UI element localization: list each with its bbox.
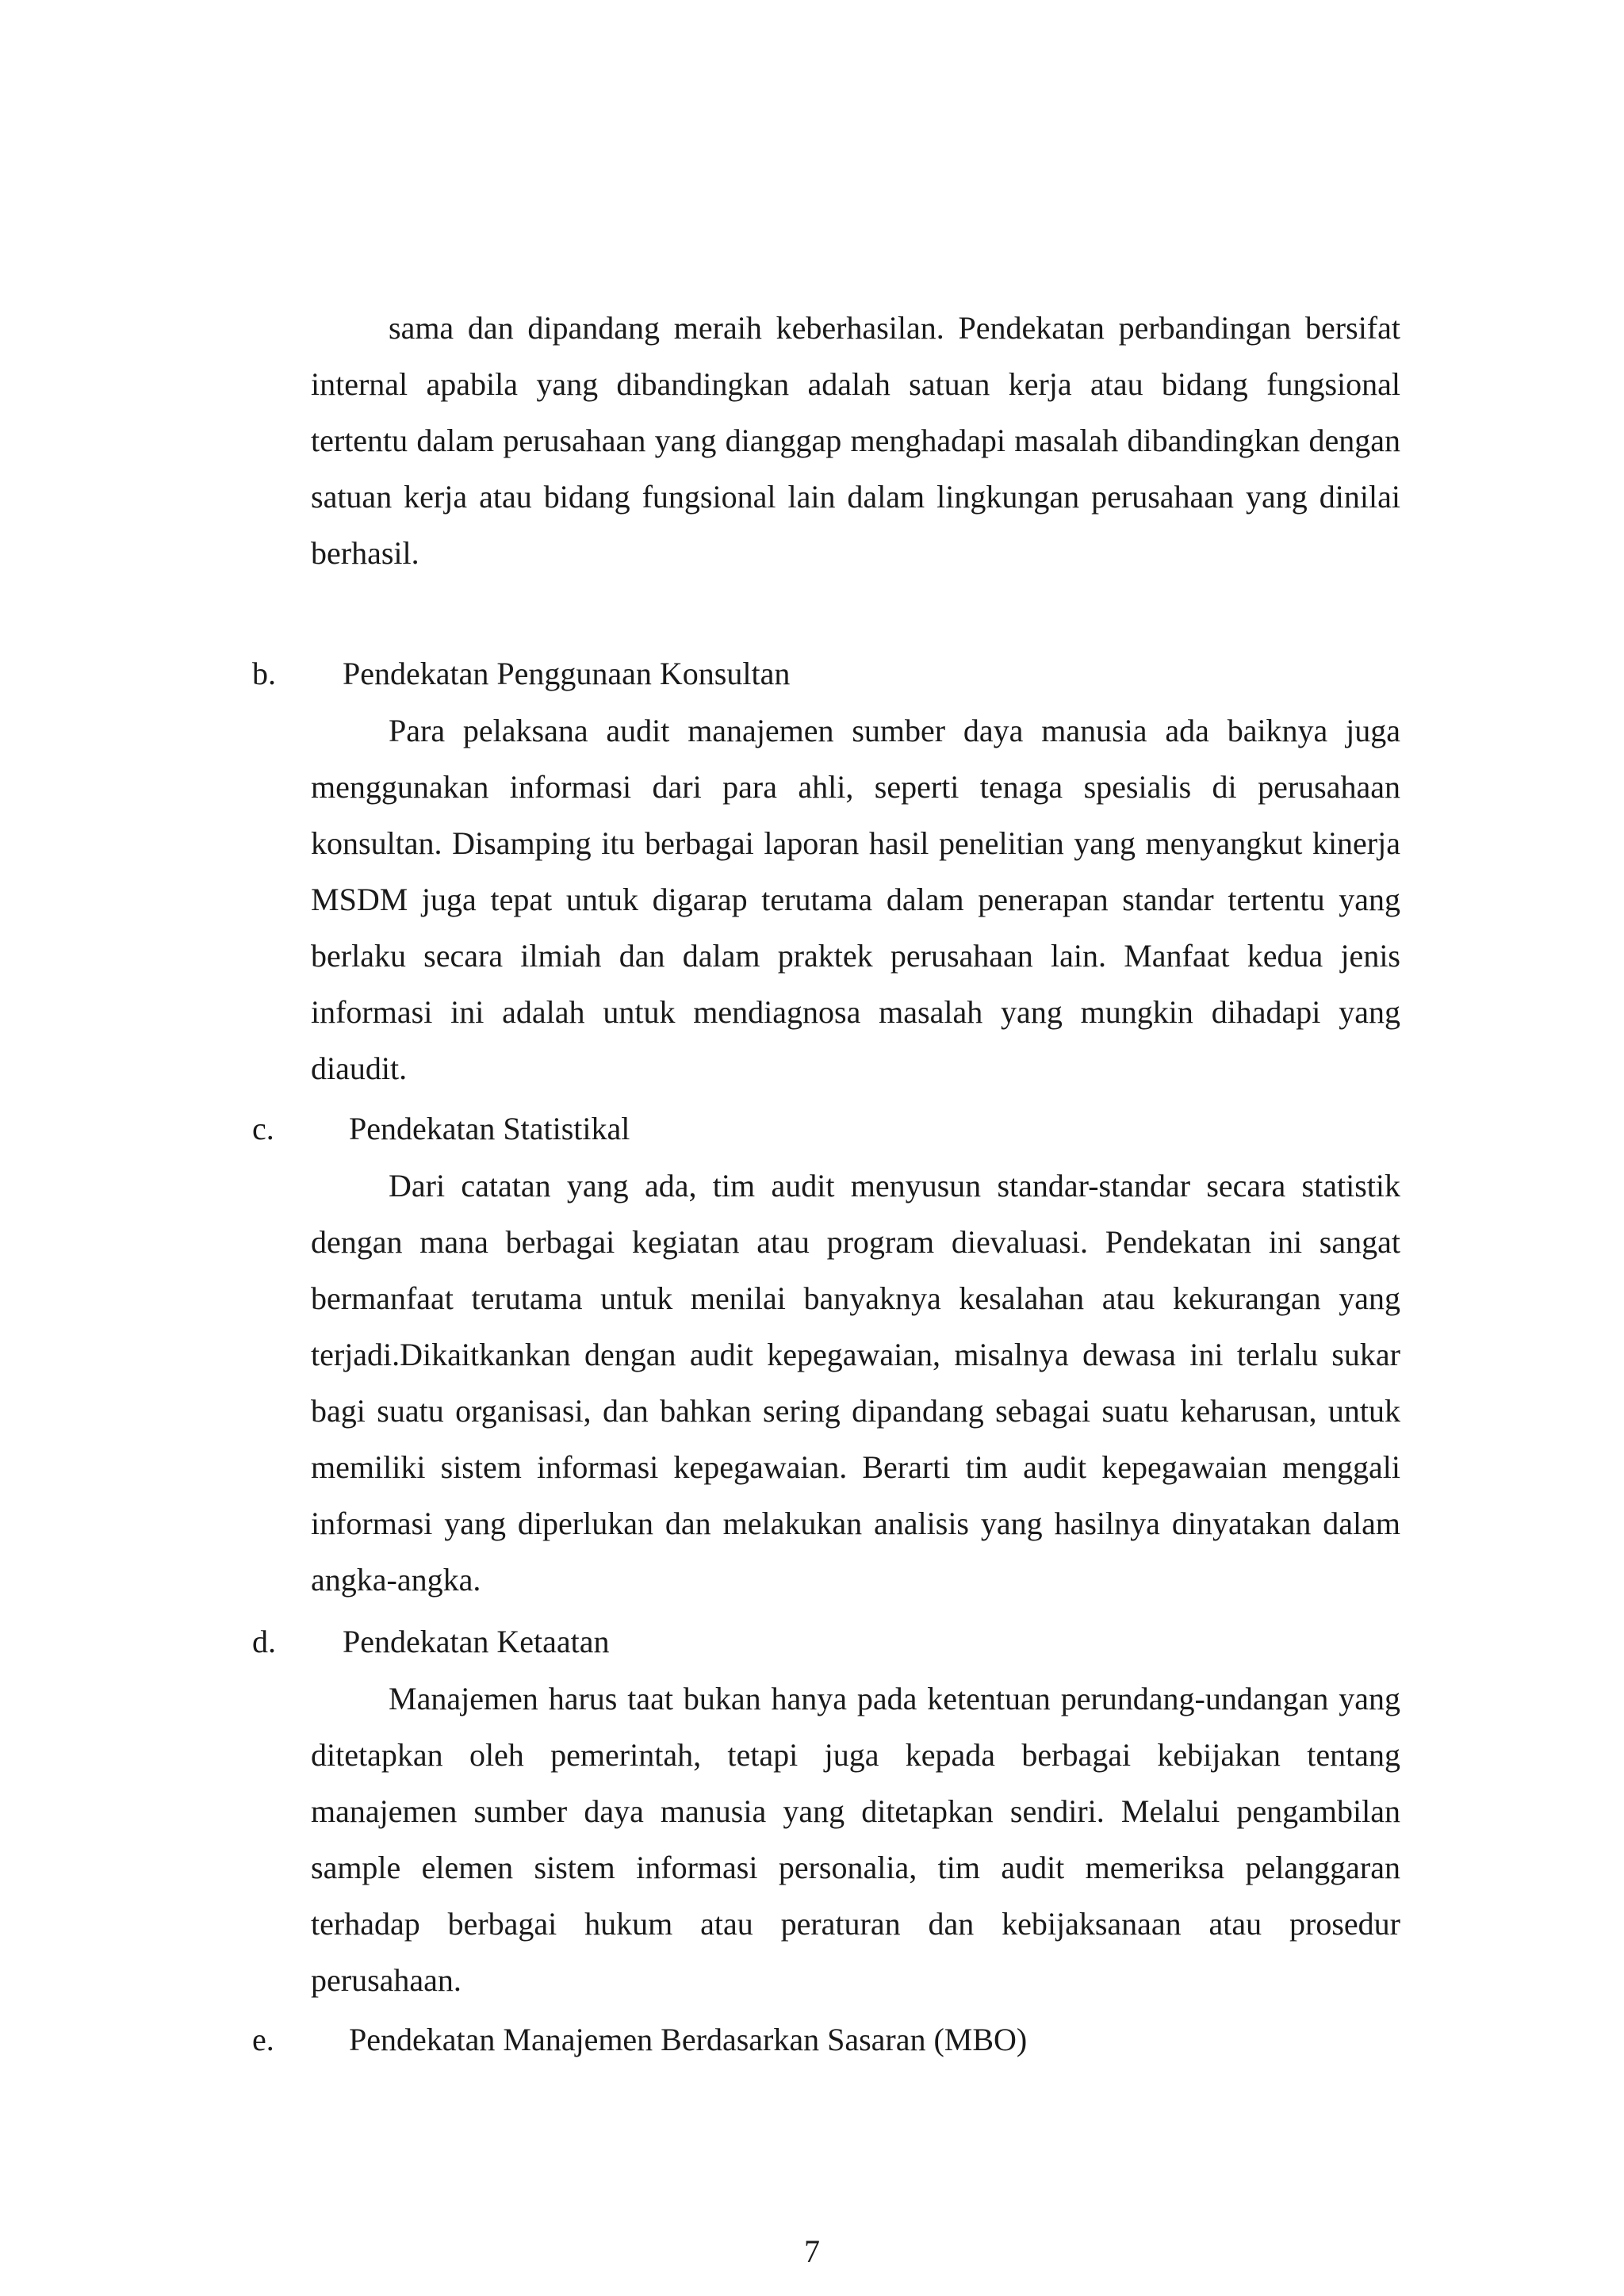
section-e-heading: Pendekatan Manajemen Berdasarkan Sasaran (MBO) xyxy=(349,2022,1028,2057)
section-d-heading: Pendekatan Ketaatan xyxy=(343,1624,610,1659)
section-c-heading: Pendekatan Statistikal xyxy=(349,1111,630,1146)
section-e-marker: e. xyxy=(252,2022,274,2057)
section-d-marker: d. xyxy=(252,1624,276,1659)
section-b-paragraph: Para pelaksana audit manajemen sumber daya manusia ada baiknya juga menggunakan informasi dari para ahli, seperti tenaga spesialis di perusahaan konsultan. Disamping itu berbagai laporan hasil penelitian yang menyangkut kinerja MSDM juga tepat untuk digarap terutama dalam penerapan standar tertentu yang berlaku secara ilmiah dan dalam praktek perusahaan lain. Manfaat kedua jenis informasi ini adalah untuk mendiagnosa masalah yang mungkin dihadapi yang diaudit. xyxy=(311,713,1400,1086)
section-c-marker: c. xyxy=(252,1111,274,1146)
section-b-marker: b. xyxy=(252,656,276,691)
section-c-paragraph: Dari catatan yang ada, tim audit menyusun standar-standar secara statistik dengan mana berbagai kegiatan atau program dievaluasi. Pendekatan ini sangat bermanfaat terutama untuk menilai banyaknya kesalahan atau kekurangan yang terjadi.Dikaitkankan dengan audit kepegawaian, misalnya dewasa ini terlalu sukar bagi suatu organisasi, dan bahkan sering dipandang sebagai suatu keharusan, untuk memiliki sistem informasi kepegawaian. Berarti tim audit kepegawaian menggali informasi yang diperlukan dan melakukan analisis yang hasilnya dinyatakan dalam angka-angka. xyxy=(311,1168,1400,1598)
page-number: 7 xyxy=(804,2233,820,2269)
section-d-paragraph: Manajemen harus taat bukan hanya pada ketentuan perundang-undangan yang ditetapkan oleh pemerintah, tetapi juga kepada berbagai kebijakan tentang manajemen sumber daya manusia yang ditetapkan sendiri. Melalui pengambilan sample elemen sistem informasi personalia, tim audit memeriksa pelanggaran terhadap berbagai hukum atau peraturan dan kebijaksanaan atau prosedur perusahaan. xyxy=(311,1681,1400,1998)
section-b-heading: Pendekatan Penggunaan Konsultan xyxy=(343,656,791,691)
intro-paragraph: sama dan dipandang meraih keberhasilan. Pendekatan perbandingan bersifat internal apabila yang dibandingkan adalah satuan kerja atau bidang fungsional tertentu dalam perusahaan yang dianggap menghadapi masalah dibandingkan dengan satuan kerja atau bidang fungsional lain dalam lingkungan perusahaan yang dinilai berhasil. xyxy=(311,310,1400,571)
